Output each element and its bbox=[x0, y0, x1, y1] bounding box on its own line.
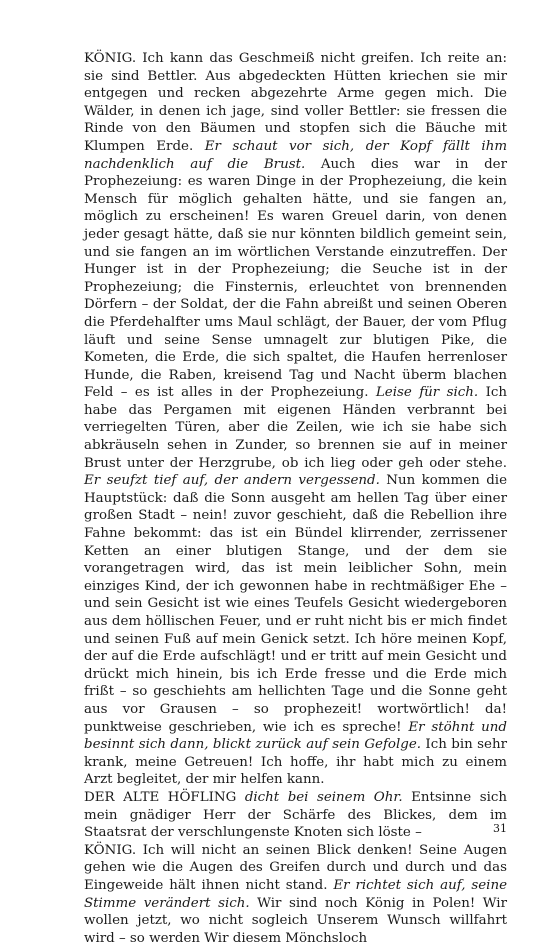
page-number: 31 bbox=[493, 822, 507, 835]
spoken-text: Entsinne sich mein gnädiger Herr der Schärfe des Blickes, dem im Staatsrat der verschlungenste Knoten sich löste – bbox=[84, 789, 507, 841]
spoken-text: KÖNIG. Ich will nicht an seinen Blick denken! Seine Augen gehen wie die Augen des Greifen durch und durch und das Eingeweide hält ihnen nicht stand. bbox=[84, 842, 507, 893]
paragraph bbox=[84, 50, 507, 789]
spoken-text: Ich habe das Pergamen mit eigenen Händen verbrannt bei verriegelten Türen, aber die Zeilen, wie ich sie habe sich abkräuseln sehen in Zunder, so brennen sie auf in meiner Brust unter der Herzgrube, ob ich lieg oder geh oder stehe. bbox=[84, 385, 507, 471]
spoken-text: Ich bin sehr krank, meine Getreuen! Ich hoffe, ihr habt mich zu einem Arzt begleitet, der mir helfen kann. bbox=[84, 737, 507, 788]
stage-direction: Er schaut vor sich, der Kopf fällt ihm nachdenklich auf die Brust. bbox=[84, 138, 508, 172]
spoken-text: Wir sind noch König in Polen! Wir wollen jetzt, wo nicht sogleich Unserem Wunsch willfahrt wird – so werden Wir diesem Mönchsloch bbox=[84, 895, 507, 946]
stage-direction: Er richtet sich auf, seine Stimme verändert sich. bbox=[84, 877, 508, 911]
paragraph bbox=[84, 789, 507, 842]
spoken-text: Auch dies war in der Prophezeiung: es waren Dinge in der Prophezeiung, die kein Mensch für möglich gehalten hätte, und sie fangen an, möglich zu erscheinen! Es waren Greuel darin, von denen jeder gesagt hätte, daß sie nur könnten bildlich gemeint sein, und sie fangen an im wörtlichen Verstande einzutreffen. Der Hunger ist in der Prophezeiung; die Seuche ist in der Prophezeiung; die Finsternis, erleuchtet von brennenden Dörfern – der Soldat, der die Fahn abreißt und seinen Oberen die Pferdehalfter ums Maul schlägt, der Bauer, der vom Pflug läuft und seine Sense umnagelt zur blutigen Pike, die Kometen, die Erde, die sich spaltet, die Haufen herrenloser Hunde, die Raben, kreisend Tag und Nacht überm blachen Feld – es ist alles in der Prophezeiung. bbox=[84, 156, 507, 401]
stage-direction: dicht bei seinem Ohr. bbox=[244, 789, 403, 805]
spoken-text: Nun kommen die Hauptstück: daß die Sonn ausgeht am hellen Tag über einer großen Stadt – nein! zuvor geschieht, daß die Rebellion ihre Fahne bekommt: das ist ein Bündel klirrender, zerrissener Ketten an einer blutigen Stange, und der dem sie vorangetragen wird, das ist mein leiblicher Sohn, mein einziges Kind, der ich gewonnen habe in rechtmäßiger Ehe – und sein Gesicht ist wie eines Teufels Gesicht wiedergeboren aus dem höllischen Feuer, und er ruht nicht bis er mich findet und seinen Fuß auf mein Genick setzt. Ich höre meinen Kopf, der auf die Erde aufschlägt! und er tritt auf mein Gesicht und drückt mich hinein, bis ich Erde fresse und die Erde mich frißt – so geschiehts am hellichten Tage und die Sonne geht aus vor Grausen – so prophezeit! wortwörtlich! da! punktweise geschrieben, wie ich es spreche! bbox=[84, 473, 507, 735]
body-text bbox=[84, 50, 507, 947]
spoken-text: DER ALTE HÖFLING bbox=[84, 789, 245, 805]
paragraph bbox=[84, 842, 507, 947]
stage-direction: Leise für sich. bbox=[375, 385, 479, 401]
stage-direction: Er stöhnt und besinnt sich dann, blickt zurück auf sein Gefolge. bbox=[84, 719, 507, 753]
stage-direction: Er seufzt tief auf, der andern vergessend. bbox=[84, 473, 380, 489]
spoken-text: KÖNIG. Ich kann das Geschmeiß nicht greifen. Ich reite an: sie sind Bettler. Aus abgedeckten Hütten kriechen sie mir entgegen und recken abgezehrte Arme gegen mich. Die Wälder, in denen ich jage, sind voller Bettler: sie fressen die Rinde von den Bäumen und stopfen sich die Bäuche mit Klumpen Erde. bbox=[84, 51, 507, 154]
